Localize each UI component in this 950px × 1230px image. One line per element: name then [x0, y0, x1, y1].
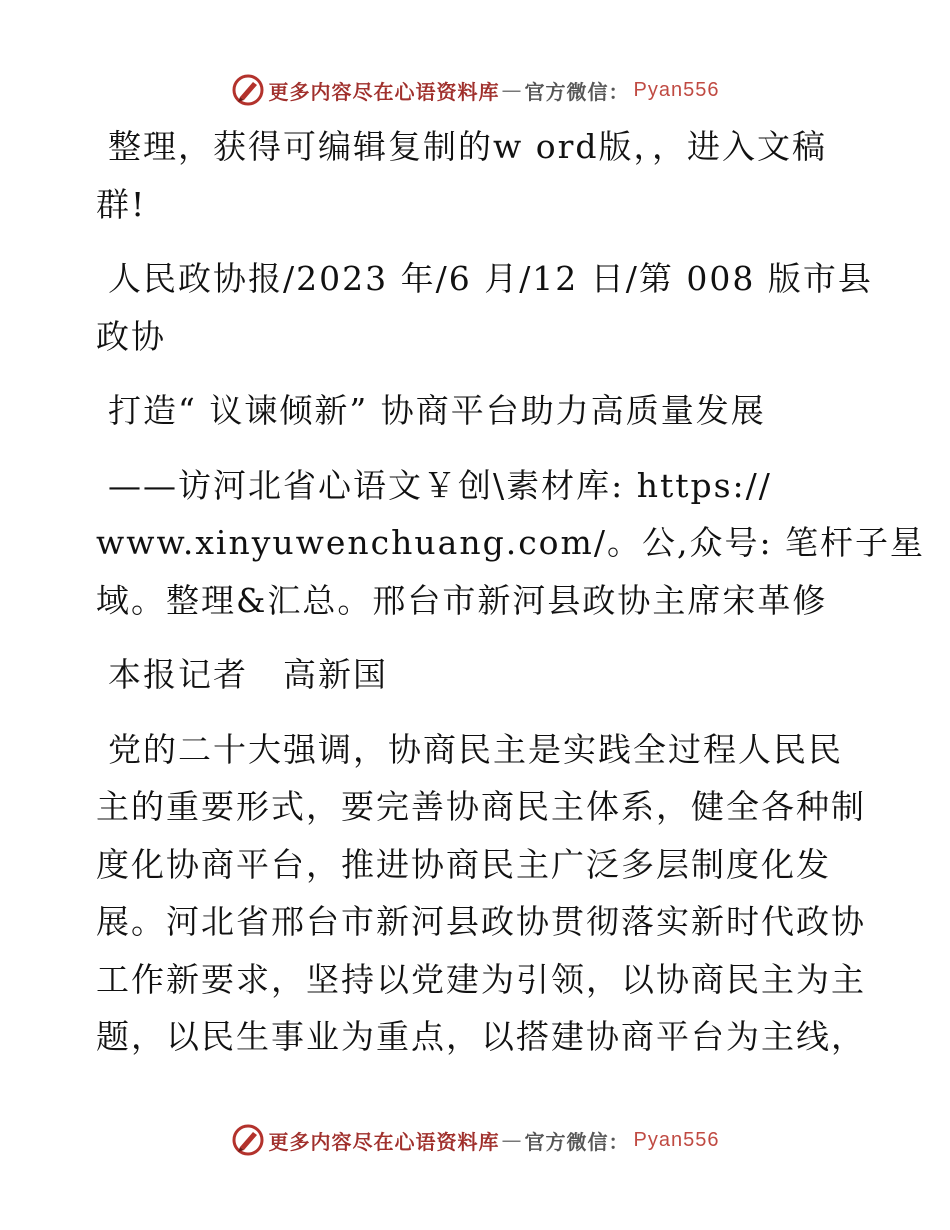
text-line: 群!	[96, 184, 147, 224]
watermark-label: 官方微信：	[524, 1129, 630, 1154]
watermark-main-text: 更多内容尽在心语资料库	[268, 79, 500, 104]
text-line: 整理，获得可编辑复制的w ord版，，进入文稿	[108, 127, 828, 166]
text-line: 主的重要形式，要完善协商民主体系，健全各种制	[96, 787, 866, 826]
text-line: 展。河北省邢台市新河县政协贯彻落实新时代政协	[96, 902, 866, 941]
article-subtitle	[96, 457, 926, 630]
header-watermark	[0, 70, 950, 110]
text-line: 工作新要求，坚持以党建为引领，以协商民主为主	[96, 959, 866, 999]
body-paragraph	[96, 721, 866, 1066]
text-line: 政协	[96, 316, 166, 356]
text-line: 人民政协报/2023 年/6 月/12 日/第 008 版市县	[108, 259, 873, 298]
document-body	[96, 118, 926, 1083]
text-line: 度化协商平台，推进协商民主广泛多层制度化发	[96, 844, 831, 884]
text-line: 党的二十大强调，协商民主是实践全过程人民民	[108, 729, 843, 769]
watermark-label: 官方微信：	[524, 79, 630, 104]
text-line: 题，以民生事业为重点，以搭建协商平台为主线，	[96, 1017, 866, 1056]
text-line: ——访河北省心语文￥创\素材库: https://	[108, 465, 772, 505]
pen-logo-icon	[231, 73, 265, 107]
text-line: 打造“ 议谏倾新” 协商平台助力高质量发展	[108, 391, 766, 430]
watermark-account: Pyan556	[633, 78, 720, 101]
text-line: 本报记者 高新国	[108, 655, 388, 694]
watermark-main-text: 更多内容尽在心语资料库	[268, 1129, 500, 1154]
footer-watermark	[0, 1120, 950, 1160]
text-line: 域。整理&汇总。邢台市新河县政协主席宋革修	[96, 580, 828, 620]
watermark-account: Pyan556	[633, 1128, 720, 1151]
watermark-dash: —	[501, 1128, 523, 1152]
watermark-dash: —	[501, 78, 523, 102]
byline	[96, 646, 856, 704]
pen-logo-icon	[231, 1123, 265, 1157]
source-line	[96, 250, 873, 365]
text-line: www.xinyuwenchuang.com/。公,众号: 笔杆子星	[96, 523, 926, 562]
article-title	[96, 382, 856, 440]
intro-paragraph	[96, 118, 856, 233]
